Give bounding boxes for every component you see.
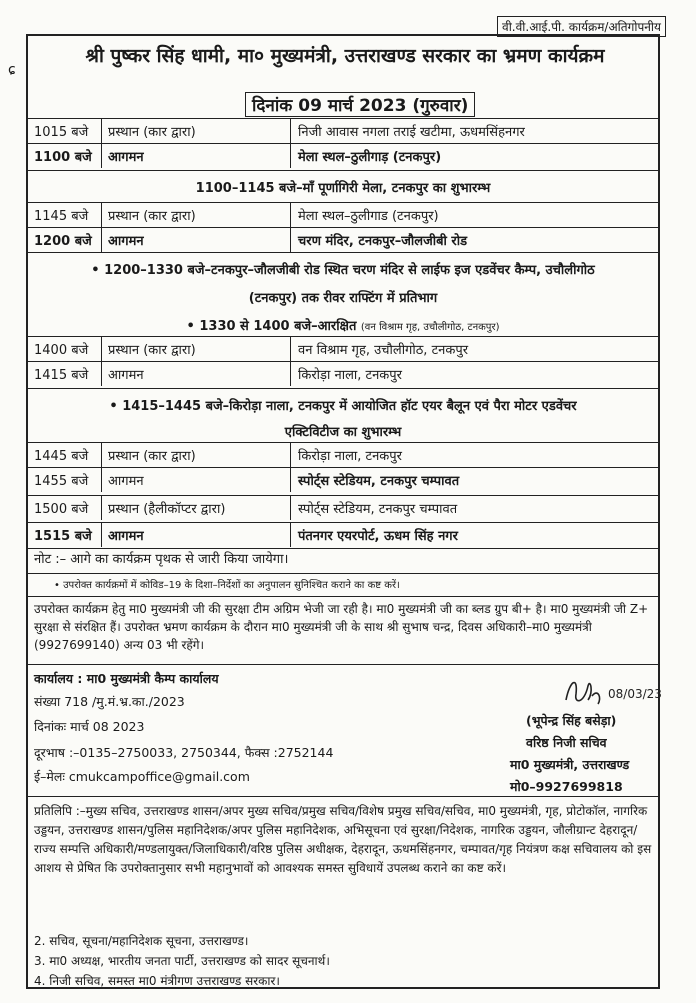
copy-list: प्रतिलिपि :–मुख्य सचिव, उत्तराखण्ड शासन/अपर मुख्य सचिव/प्रमुख सचिव/विशेष प्रमुख सचिव/सचिव, मा0 मुख्यमंत्री, गृह, प्रोटोकॉल, नागरिक उड्डयन, उत्तराखण्ड शासन/पुलिस महानिदेशक/अपर पुलिस महानिदेशक, अभिसूचना एवं सुरक्षा/निदेशक, नागरिक उड्डयन, जौलीग्रान्ट देहरादून/राज्य सम्पत्ति अधिकारी/मण्डलायुक्त/जिलाधिकारी/वरिष्ठ पुलिस अधीक्षक, देहरादून, ऊधमसिंहनगर, चम्पावत/गृह नियंत्रण कक्ष सचिवालय को इस आशय से प्रेषित कि उपरोक्तानुसार सभी महानुभावों को आवश्यक समस्त सुविधायें उपलब्ध कराने का कष्ट करें।: [34, 804, 652, 875]
event-line: एक्टिविटीज का शुभारम्भ: [284, 425, 402, 440]
signatory-dept: मा0 मुख्यमंत्री, उत्तराखण्ड: [510, 757, 630, 772]
row-place: चरण मंदिर, टनकपुर–जौलजीबी रोड: [298, 234, 468, 249]
signatory-post: वरिष्ठ निजी सचिव: [526, 735, 607, 750]
schedule-row: [28, 118, 658, 143]
copy-item: 4. निजी सचिव, समस्त मा0 मंत्रीगण उत्तराखण्ड सरकार।: [34, 974, 280, 988]
schedule-row: [28, 442, 658, 467]
divider: [28, 796, 658, 797]
event-inauguration-mela: 1100–1145 बजे–माँ पूर्णागिरी मेला, टनकपुर का शुभारम्भ: [28, 170, 658, 202]
divider: [28, 548, 658, 549]
event-reserved: [28, 316, 658, 334]
event-reserved-label: • 1330 से 1400 बजे–आरक्षित: [186, 319, 357, 334]
row-time: 1455 बजे: [34, 474, 89, 489]
row-time: 1400 बजे: [34, 343, 89, 358]
copy-item: 2. सचिव, सूचना/महानिदेशक सूचना, उत्तराखण्ड।: [34, 934, 249, 948]
row-place: किरोड़ा नाला, टनकपुर: [298, 368, 402, 383]
divider: [28, 664, 658, 665]
confidential-label: वी.वी.आई.पी. कार्यक्रम/अतिगोपनीय: [497, 16, 666, 37]
letter-date: दिनांकः मार्च 08 2023: [34, 719, 145, 734]
row-time: 1015 बजे: [34, 125, 89, 140]
row-place: स्पोर्ट्स स्टेडियम, टनकपुर चम्पावत: [298, 502, 458, 517]
row-action: प्रस्थान (हैलीकॉप्टर द्वारा): [108, 502, 226, 517]
signature-scrawl: [558, 674, 668, 710]
office-email: ई–मेलः cmukcampoffice@gmail.com: [34, 769, 250, 784]
row-action: आगमन: [108, 474, 144, 489]
event-reserved-note: (वन विश्राम गृह, उचौलीगोठ, टनकपुर): [360, 322, 500, 333]
letter-number: संख्या 718 /मु.मं.भ्र.का./2023: [34, 694, 185, 709]
row-action: प्रस्थान (कार द्वारा): [108, 125, 196, 140]
row-action: प्रस्थान (कार द्वारा): [108, 343, 196, 358]
row-place: निजी आवास नगला तराई खटीमा, ऊधमसिंहनगर: [298, 125, 525, 140]
row-place: मेला स्थल–ठुलीगाड़ (टनकपुर): [298, 150, 442, 165]
signatory-mobile: मो0–9927699818: [510, 779, 623, 794]
row-action: आगमन: [108, 150, 144, 165]
margin-mark: ɕ: [8, 62, 16, 78]
signature-date: 08/03/23: [608, 687, 662, 701]
row-time: 1515 बजे: [34, 529, 92, 544]
row-time: 1500 बजे: [34, 502, 89, 517]
row-action: आगमन: [108, 234, 144, 249]
event-hot-air-balloon: [28, 388, 658, 442]
row-time: 1100 बजे: [34, 150, 92, 165]
note-covid: • उपरोक्त कार्यक्रमों में कोविड–19 के दिशा–निर्देशों का अनुपालन सुनिश्चित कराने का कष्ट करें।: [54, 580, 400, 591]
schedule-row: [28, 143, 658, 168]
schedule-row: [28, 227, 658, 252]
schedule-row: [28, 336, 658, 361]
event-river-rafting: [28, 252, 658, 336]
event-line: (टनकपुर) तक रीवर राफ्टिंग में प्रतिभाग: [248, 291, 438, 306]
schedule-row: [28, 522, 658, 547]
row-place: मेला स्थल–ठुलीगाड (टनकपुर): [298, 209, 439, 224]
row-place: स्पोर्ट्स स्टेडियम, टनकपुर चम्पावत: [298, 474, 460, 489]
row-action: प्रस्थान (कार द्वारा): [108, 449, 196, 464]
row-place: वन विश्राम गृह, उचौलीगोठ, टनकपुर: [298, 343, 469, 358]
row-time: 1415 बजे: [34, 368, 89, 383]
row-place: किरोड़ा नाला, टनकपुर: [298, 449, 402, 464]
row-action: प्रस्थान (कार द्वारा): [108, 209, 196, 224]
security-note: उपरोक्त कार्यक्रम हेतु मा0 मुख्यमंत्री जी की सुरक्षा टीम अग्रिम भेजी जा रही है। मा0 मुख्यमंत्री जी का ब्लड ग्रुप बी+ है। मा0 मुख्यमंत्री जी Z+ सुरक्षा से संरक्षित हैं। उपरोक्त भ्रमण कार्यक्रम के दौरान मा0 मुख्यमंत्री जी के साथ श्री सुभाष चन्द्र, दिवस अधिकारी–मा0 मुख्यमंत्री (9927699140) अन्य 03 भी रहेंगे।: [34, 602, 649, 652]
divider: [28, 596, 658, 597]
row-time: 1200 बजे: [34, 234, 92, 249]
row-time: 1145 बजे: [34, 209, 89, 224]
schedule-row: [28, 495, 658, 520]
office-name: कार्यालय : मा0 मुख्यमंत्री कैम्प कार्यालय: [34, 671, 219, 686]
schedule-row: [28, 361, 658, 386]
phone-fax: दूरभाष :–0135–2750033, 2750344, फैक्स :2752144: [34, 745, 334, 760]
copy-item: 3. मा0 अध्यक्ष, भारतीय जनता पार्टी, उत्तराखण्ड को सादर सूचनार्थ।: [34, 954, 330, 968]
row-action: आगमन: [108, 368, 144, 383]
row-action: आगमन: [108, 529, 144, 544]
schedule-row: [28, 202, 658, 227]
row-time: 1445 बजे: [34, 449, 89, 464]
signatory-name: (भूपेन्द्र सिंह बसेड़ा): [526, 713, 617, 728]
program-date: दिनांक 09 मार्च 2023 (गुरुवार): [245, 92, 475, 117]
row-place: पंतनगर एयरपोर्ट, ऊधम सिंह नगर: [298, 529, 458, 544]
event-line: • 1415–1445 बजे–किरोड़ा नाला, टनकपुर में आयोजित हॉट एयर बैलून एवं पैरा मोटर एडवेंचर: [109, 399, 577, 414]
schedule-row: [28, 467, 658, 492]
event-line: • 1200–1330 बजे–टनकपुर–जौलजीबी रोड स्थित चरण मंदिर से लाईफ इज एडवेंचर कैम्प, उचौलीगोठ: [91, 263, 595, 278]
note-further-program: नोट :– आगे का कार्यक्रम पृथक से जारी किया जायेगा।: [34, 552, 289, 567]
divider: [28, 573, 658, 574]
page-title: श्री पुष्कर सिंह धामी, मा० मुख्यमंत्री, उत्तराखण्ड सरकार का भ्रमण कार्यक्रम: [85, 45, 605, 67]
